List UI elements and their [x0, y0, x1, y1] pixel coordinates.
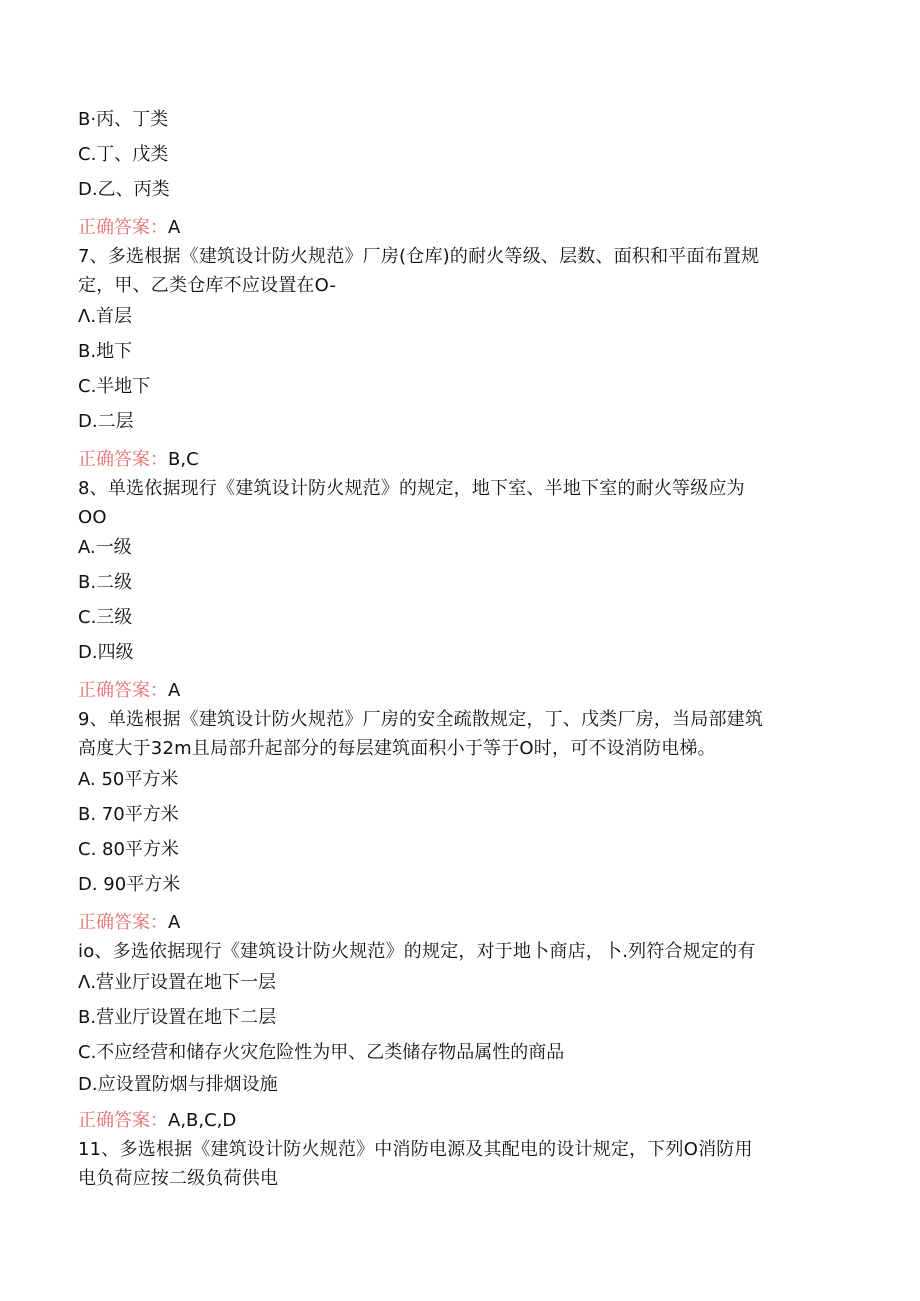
answer-line — [78, 216, 180, 240]
option-line: C.不应经营和储存火灾危险性为甲、乙类储存物品属性的商品 — [78, 1042, 565, 1063]
option-line: Λ.首层 — [78, 306, 133, 327]
question-line: 11、多选根据《建筑设计防火规范》中消防电源及其配电的设计规定，下列O消防用 — [78, 1139, 753, 1160]
question-line: 8、单选依据现行《建筑设计防火规范》的规定，地下室、半地下室的耐火等级应为 — [78, 478, 745, 499]
option-line: A. 50平方米 — [78, 769, 179, 790]
answer-label: 正确答案： — [78, 449, 168, 470]
answer-label: 正确答案： — [78, 217, 168, 238]
question-line: OO — [78, 507, 107, 528]
question-line: 电负荷应按二级负荷供电 — [78, 1168, 279, 1189]
option-line: B.营业厅设置在地下二层 — [78, 1007, 277, 1028]
answer-line — [78, 1109, 236, 1133]
option-line: D.四级 — [78, 642, 134, 663]
answer-label: 正确答案： — [78, 912, 168, 933]
option-line: B·丙、丁类 — [78, 109, 169, 130]
question-line: 7、多选根据《建筑设计防火规范》厂房(仓库)的耐火等级、层数、面积和平面布置规 — [78, 246, 760, 267]
option-line: B.地下 — [78, 341, 133, 362]
question-line: 定，甲、乙类仓库不应设置在O- — [78, 275, 337, 296]
option-line: B.二级 — [78, 572, 133, 593]
option-line: D.应设置防烟与排烟设施 — [78, 1074, 278, 1095]
option-line: D.二层 — [78, 411, 134, 432]
option-line: C. 80平方米 — [78, 839, 179, 860]
answer-value: A — [168, 680, 181, 701]
answer-value: B,C — [168, 449, 199, 470]
option-line: C.丁、戊类 — [78, 144, 169, 165]
option-line: D. 90平方米 — [78, 874, 181, 895]
answer-value: A — [168, 912, 181, 933]
answer-label: 正确答案： — [78, 680, 168, 701]
answer-label: 正确答案： — [78, 1110, 168, 1131]
option-line: D.乙、丙类 — [78, 179, 170, 200]
answer-line — [78, 448, 199, 472]
option-line: C.三级 — [78, 607, 133, 628]
answer-line — [78, 679, 180, 703]
option-line: Λ.营业厅设置在地下一层 — [78, 972, 277, 993]
answer-value: A,B,C,D — [168, 1110, 237, 1131]
question-line: io、多选依据现行《建筑设计防火规范》的规定，对于地卜商店，卜.列符合规定的有 — [78, 941, 756, 962]
question-line: 9、单选根据《建筑设计防火规范》厂房的安全疏散规定，丁、戊类厂房，当局部建筑 — [78, 709, 764, 730]
question-line: 高度大于32m且局部升起部分的每层建筑面积小于等于O时，可不设消防电梯。 — [78, 738, 716, 759]
option-line: B. 70平方米 — [78, 804, 179, 825]
answer-line — [78, 911, 180, 935]
option-line: C.半地下 — [78, 376, 151, 397]
answer-value: A — [168, 217, 181, 238]
option-line: A.一级 — [78, 537, 132, 558]
